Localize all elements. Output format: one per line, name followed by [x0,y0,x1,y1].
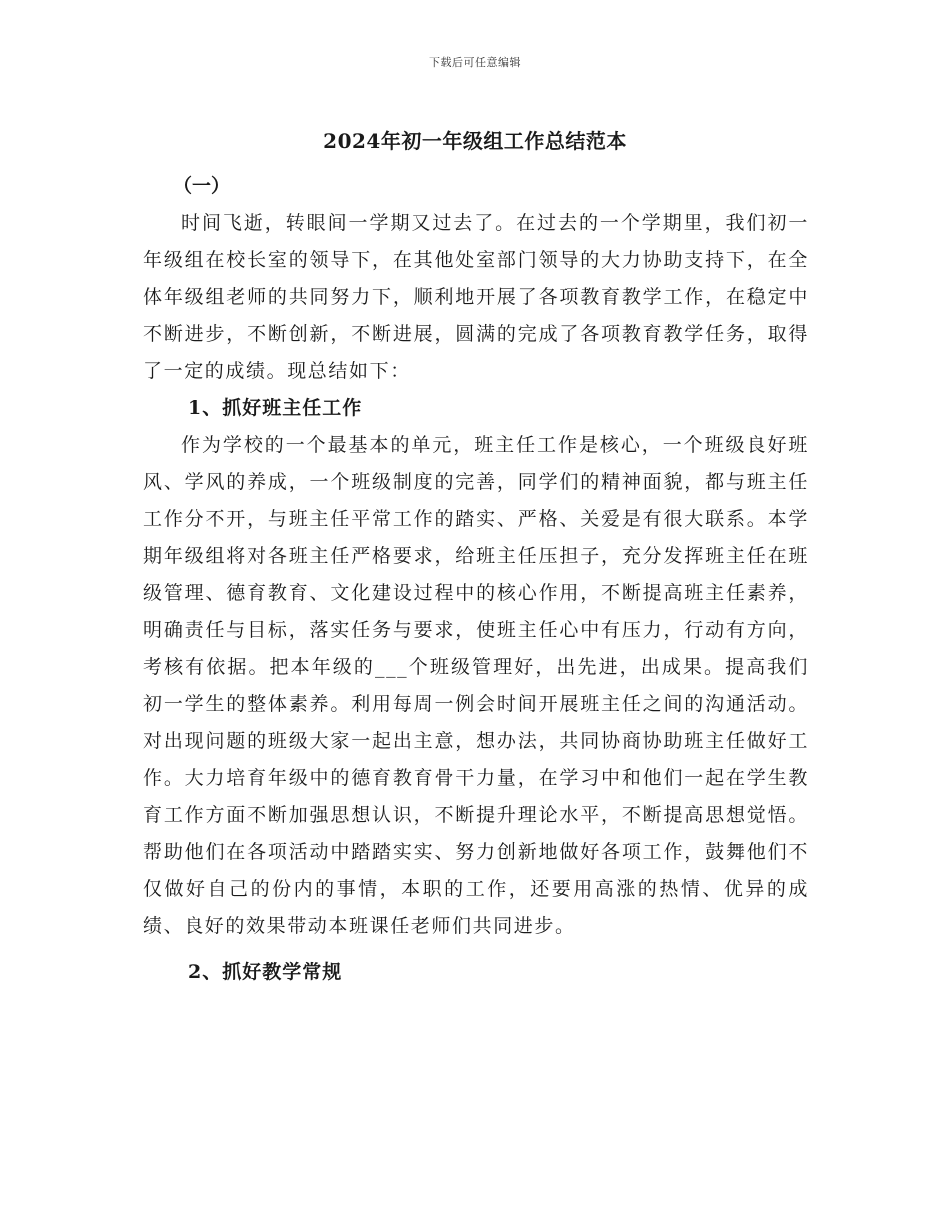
document-body [143,168,809,991]
document-title: 2024年初一年级组工作总结范本 [323,129,627,153]
section-number: （一） [173,175,231,197]
paragraph-class-teacher-work: 作为学校的一个最基本的单元，班主任工作是核心，一个班级良好班风、学风的养成，一个班级制度的完善，同学们的精神面貌，都与班主任工作分不开，与班主任平常工作的踏实、严格、关爱是有很大联系。本学期年级组将对各班主任严格要求，给班主任压担子，充分发挥班主任在班级管理、德育教育、文化建设过程中的核心作用，不断提高班主任素养，明确责任与目标，落实任务与要求，使班主任心中有压力，行动有方向，考核有依据。把本年级的___个班级管理好，出先进，出成果。提高我们初一学生的整体素养。利用每周一例会时间开展班主任之间的沟通活动。对出现问题的班级大家一起出主意，想办法，共同协商协助班主任做好工作。大力培育年级中的德育教育骨干力量，在学习中和他们一起在学生教育工作方面不断加强思想认识，不断提升理论水平，不断提高思想觉悟。帮助他们在各项活动中踏踏实实、努力创新地做好各项工作，鼓舞他们不仅做好自己的份内的事情，本职的工作，还要用高涨的热情、优异的成绩、良好的效果带动本班课任老师们共同进步。 [143,434,809,937]
header-note: 下载后可任意编辑 [429,56,521,69]
heading-teaching-routine: 2、抓好教学常规 [188,961,343,983]
intro-paragraph: 时间飞逝，转眼间一学期又过去了。在过去的一个学期里，我们初一年级组在校长室的领导下，在其他处室部门领导的大力协助支持下，在全体年级组老师的共同努力下，顺利地开展了各项教育教学工作，在稳定中不断进步，不断创新，不断进展，圆满的完成了各项教育教学任务，取得了一定的成绩。现总结如下： [143,212,809,382]
heading-class-teacher-work: 1、抓好班主任工作 [188,397,363,419]
